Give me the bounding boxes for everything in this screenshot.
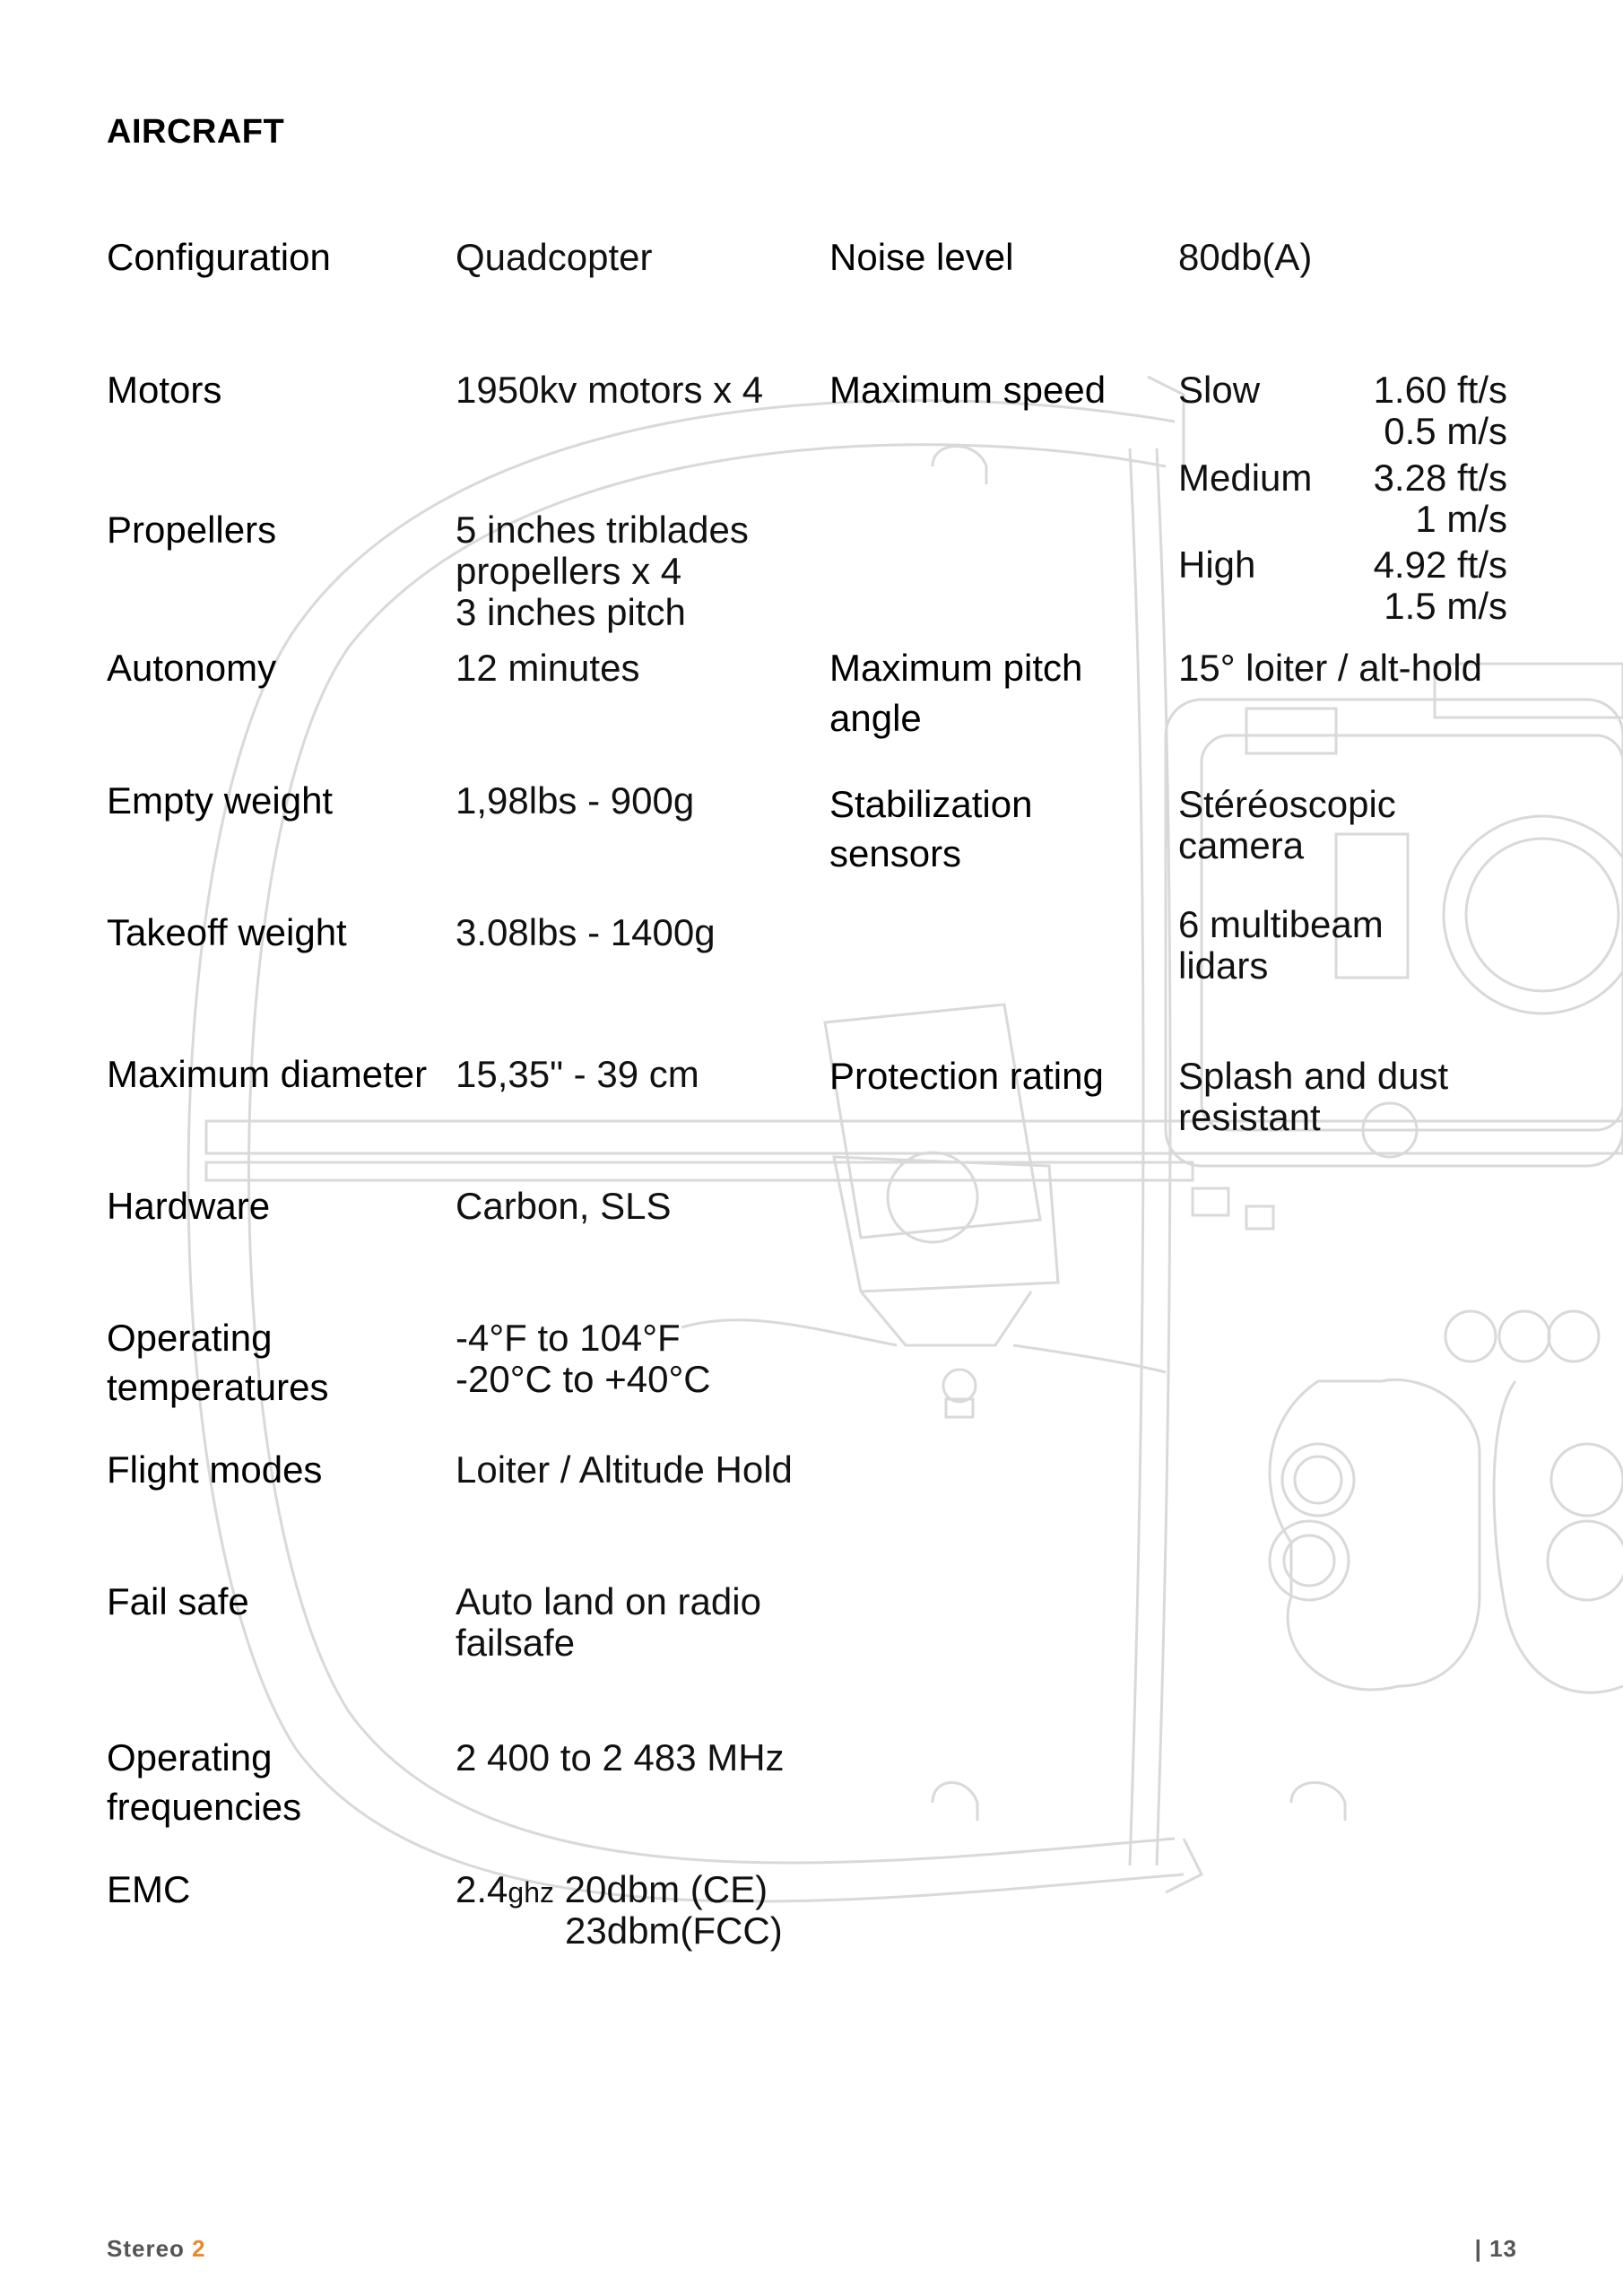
spec-label-emc: EMC — [107, 1868, 191, 1910]
spec-label-configuration: Configuration — [107, 236, 331, 278]
speed-medium-metric: 1 m/s — [1415, 498, 1507, 540]
spec-label-maximum-diameter: Maximum diameter — [107, 1053, 428, 1095]
speed-mode-high: High — [1178, 544, 1256, 586]
spec-value-propellers-line2: propellers x 4 — [456, 550, 682, 592]
spec-value-maximum-pitch: 15° loiter / alt-hold — [1178, 647, 1482, 689]
spec-value-motors: 1950kv motors x 4 — [456, 369, 764, 411]
spec-value-fail-safe-line1: Auto land on radio — [456, 1580, 761, 1622]
spec-value-emc-line1 — [456, 1867, 768, 1912]
footer-brand-accent: 2 — [192, 2235, 206, 2262]
spec-value-fail-safe-line2: failsafe — [456, 1622, 576, 1664]
spec-label-empty-weight: Empty weight — [107, 779, 334, 822]
spec-label-hardware: Hardware — [107, 1185, 271, 1227]
spec-label-motors: Motors — [107, 369, 222, 411]
spec-value-emc-unit: ghz — [508, 1876, 554, 1909]
speed-mode-medium: Medium — [1178, 457, 1313, 499]
speed-high-imperial: 4.92 ft/s — [1373, 544, 1507, 586]
spec-label-noise-level: Noise level — [829, 236, 1014, 278]
footer-brand-name: Stereo — [107, 2235, 185, 2262]
spec-value-stabilization-camera-line2: camera — [1178, 824, 1305, 866]
footer-brand — [107, 2235, 206, 2263]
spec-value-stabilization-lidar-line2: lidars — [1178, 944, 1269, 987]
spec-label-maximum-pitch-line2: angle — [829, 697, 922, 739]
speed-slow-metric: 0.5 m/s — [1384, 410, 1507, 452]
speed-slow-imperial: 1.60 ft/s — [1373, 369, 1507, 411]
spec-label-maximum-speed: Maximum speed — [829, 369, 1107, 411]
spec-value-stabilization-camera-line1: Stéréoscopic — [1178, 783, 1396, 825]
spec-label-autonomy: Autonomy — [107, 647, 277, 689]
spec-label-operating-temperatures-line1: Operating — [107, 1317, 273, 1359]
spec-value-stabilization-lidar-line1: 6 multibeam — [1178, 903, 1384, 945]
spec-value-maximum-diameter: 15,35" - 39 cm — [456, 1053, 699, 1095]
spec-value-emc-prefix: 2.4 — [456, 1868, 508, 1910]
spec-label-stabilization-line2: sensors — [829, 832, 962, 874]
spec-value-propellers-line3: 3 inches pitch — [456, 591, 686, 633]
spec-value-autonomy: 12 minutes — [456, 647, 640, 689]
spec-value-hardware: Carbon, SLS — [456, 1185, 672, 1227]
spec-value-emc-ce: 20dbm (CE) — [564, 1868, 768, 1910]
spec-value-configuration: Quadcopter — [456, 236, 653, 278]
page-title: AIRCRAFT — [107, 113, 285, 151]
spec-value-operating-temperatures-line1: -4°F to 104°F — [456, 1317, 681, 1359]
spec-value-protection-line1: Splash and dust — [1178, 1055, 1449, 1097]
spec-value-propellers-line1: 5 inches triblades — [456, 509, 749, 551]
spec-label-fail-safe: Fail safe — [107, 1580, 249, 1622]
spec-value-takeoff-weight: 3.08lbs - 1400g — [456, 911, 716, 953]
spec-value-flight-modes: Loiter / Altitude Hold — [456, 1448, 793, 1491]
spec-label-operating-frequencies-line2: frequencies — [107, 1786, 302, 1828]
speed-mode-slow: Slow — [1178, 369, 1261, 411]
spec-value-emc-line2: 23dbm(FCC) — [565, 1909, 783, 1952]
spec-value-noise-level: 80db(A) — [1178, 236, 1313, 278]
spec-label-stabilization-line1: Stabilization — [829, 783, 1033, 825]
spec-value-operating-frequencies: 2 400 to 2 483 MHz — [456, 1736, 785, 1779]
spec-label-protection-rating: Protection rating — [829, 1055, 1104, 1097]
spec-label-takeoff-weight: Takeoff weight — [107, 911, 347, 953]
spec-value-empty-weight: 1,98lbs - 900g — [456, 779, 695, 822]
spec-label-maximum-pitch-line1: Maximum pitch — [829, 647, 1083, 689]
spec-label-operating-temperatures-line2: temperatures — [107, 1366, 329, 1408]
spec-value-operating-temperatures-line2: -20°C to +40°C — [456, 1358, 711, 1400]
speed-medium-imperial: 3.28 ft/s — [1373, 457, 1507, 499]
spec-label-propellers: Propellers — [107, 509, 277, 551]
speed-high-metric: 1.5 m/s — [1384, 585, 1507, 627]
page-number: | 13 — [1474, 2235, 1517, 2262]
spec-label-flight-modes: Flight modes — [107, 1448, 323, 1491]
spec-value-protection-line2: resistant — [1178, 1096, 1321, 1138]
spec-label-operating-frequencies-line1: Operating — [107, 1736, 273, 1779]
